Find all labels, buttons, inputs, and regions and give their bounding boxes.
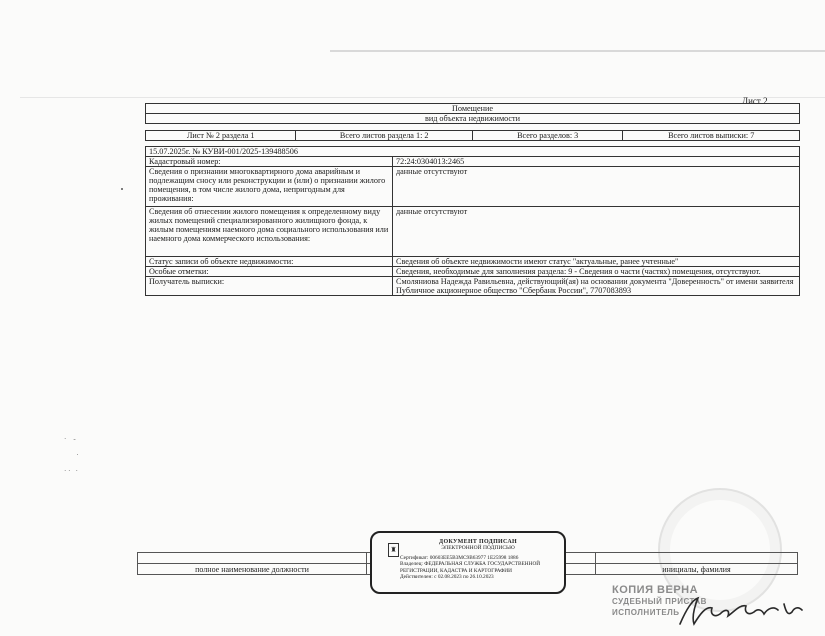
record-status-label: Статус записи об объекте недвижимости: xyxy=(146,257,393,267)
recipient-value: Смоляниова Надежда Равильевна, действующий(ая) на основании документа "Доверенность" от имени заявителя Публичное акционерное общество "Сбербанк России", 7707083893 xyxy=(393,277,800,296)
cadastral-label: Кадастровый номер: xyxy=(146,157,393,167)
total-sheets-extract: Всего листов выписки: 7 xyxy=(623,131,800,141)
extract-date-number: 15.07.2025г. № КУВИ-001/2025-139488506 xyxy=(146,147,800,157)
emergency-value: данные отсутствуют xyxy=(393,167,800,207)
scan-speck xyxy=(121,188,123,190)
object-info-table xyxy=(145,146,800,296)
total-sheets-section: Всего листов раздела 1: 2 xyxy=(296,131,473,141)
stamp-subtitle: ЭЛЕКТРОННОЙ ПОДПИСЬЮ xyxy=(441,545,515,552)
emergency-label: Сведения о признании многоквартирного дома аварийным и подлежащим сносу или реконструкции и (или) о признании жилого помещения, в том числе жилого дома, непригодным для проживания: xyxy=(146,167,393,207)
special-notes-label: Особые отметки: xyxy=(146,267,393,277)
specialized-fund-label: Сведения об отнесении жилого помещения к определенному виду жилых помещений специализированного жилищного фонда, к жилым помещениям наемного дома социального использования или наемного дома коммерческого использования: xyxy=(146,207,393,257)
copy-stamp-line3: ИСПОЛНИТЕЛЬ xyxy=(612,608,680,617)
scan-marks: · - · · · · xyxy=(64,435,79,475)
sig-cell-initials-top xyxy=(596,553,798,564)
header-subtitle: вид объекта недвижимости xyxy=(146,114,800,124)
stamp-validity: Действителен: с 02.08.2023 по 26.10.2023 xyxy=(400,574,494,581)
position-label: полное наименование должности xyxy=(138,564,367,575)
sheet-of-section: Лист № 2 раздела 1 xyxy=(146,131,296,141)
cadastral-value: 72:24:0304013:2465 xyxy=(393,157,800,167)
stamp-owner-cont: РЕГИСТРАЦИИ, КАДАСТРА И КАРТОГРАФИИ xyxy=(400,567,512,574)
sheet-number: Лист 2 xyxy=(742,96,768,106)
record-status-value: Сведения об объекте недвижимости имеют статус "актуальные, ранее учтенные" xyxy=(393,257,800,267)
handwritten-signature xyxy=(676,590,806,630)
header-title: Помещение xyxy=(146,104,800,114)
recipient-label: Получатель выписки: xyxy=(146,277,393,296)
sheet-meta-table xyxy=(145,130,800,141)
scan-line xyxy=(20,97,825,98)
specialized-fund-value: данные отсутствуют xyxy=(393,207,800,257)
scan-top-line xyxy=(330,50,825,52)
stamp-title: ДОКУМЕНТ ПОДПИСАН xyxy=(439,539,517,545)
initials-label: инициалы, фамилия xyxy=(596,564,798,575)
object-type-header xyxy=(145,103,800,124)
emblem-icon: ♜ xyxy=(388,543,399,557)
electronic-signature-stamp xyxy=(370,531,566,594)
total-sections: Всего разделов: 3 xyxy=(472,131,622,141)
stamp-certificate: Сертификат: 00603EE5B3MC9B63977 1E25998 1886 xyxy=(400,554,519,561)
copy-stamp-line1: КОПИЯ ВЕРНА xyxy=(612,584,699,596)
stamp-owner: Владелец: ФЕДЕРАЛЬНАЯ СЛУЖБА ГОСУДАРСТВЕННОЙ xyxy=(400,561,541,568)
sig-cell-position-top xyxy=(138,553,367,564)
copy-stamp-line2: СУДЕБНЫЙ ПРИСТАВ xyxy=(612,597,707,606)
special-notes-value: Сведения, необходимые для заполнения раздела: 9 - Сведения о части (частях) помещения, отсутствуют. xyxy=(393,267,800,277)
